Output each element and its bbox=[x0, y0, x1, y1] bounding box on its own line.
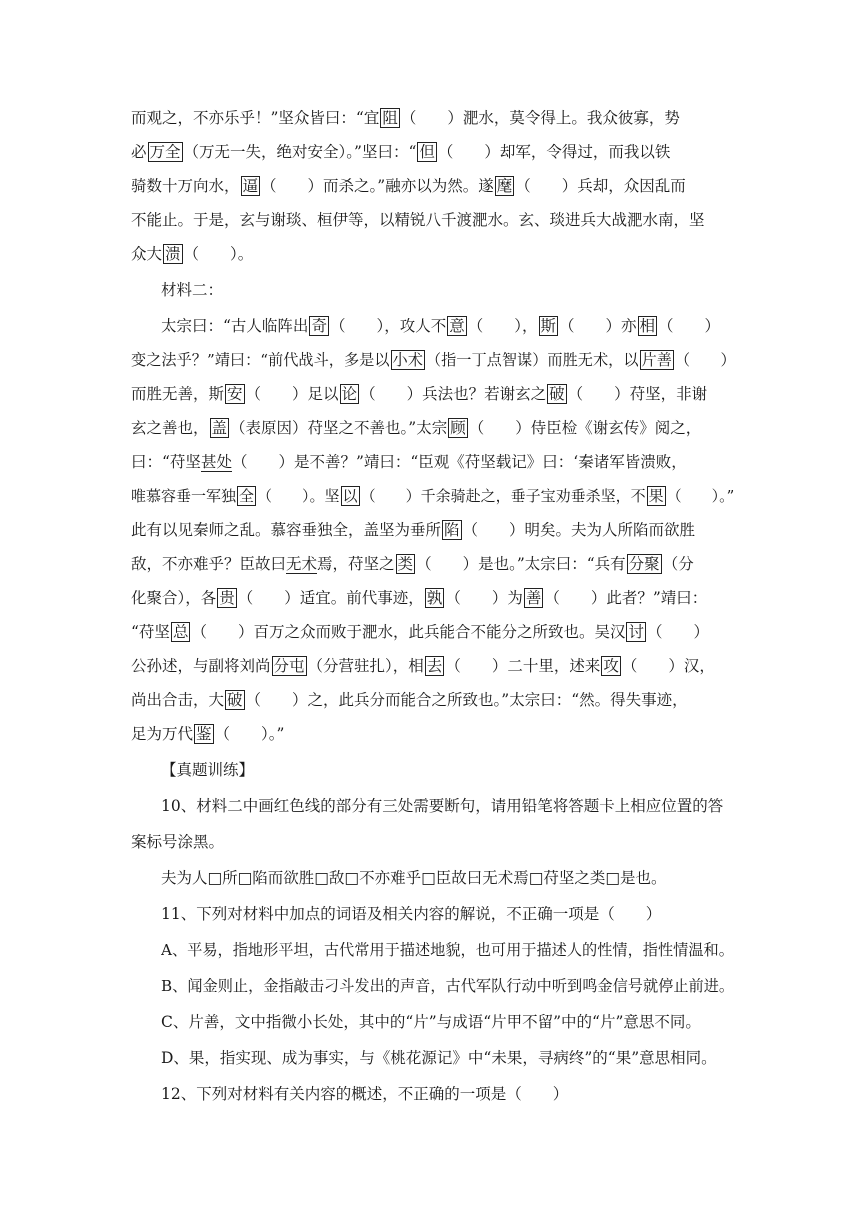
text-segment: （ ）亦 bbox=[559, 317, 637, 335]
text-line bbox=[161, 940, 737, 960]
text-line bbox=[131, 588, 737, 608]
text-line bbox=[131, 520, 737, 540]
text-segment: （ ）而杀之。”融亦以为然。遂 bbox=[261, 177, 494, 195]
text-line bbox=[131, 142, 737, 162]
text-segment: 必 bbox=[131, 143, 147, 161]
boxed-word: 阻 bbox=[382, 109, 398, 127]
boxed-word: 溃 bbox=[165, 245, 181, 263]
text-segment: （ ）是不善？”靖曰：“臣观《苻坚载记》曰：‘秦诸军皆溃败， bbox=[231, 453, 687, 471]
boxed-word: 以 bbox=[342, 487, 358, 505]
boxed-word: 万全 bbox=[149, 143, 181, 161]
text-segment: （ ）此者？”靖曰： bbox=[544, 589, 708, 607]
text-segment: （ ）。坚 bbox=[257, 487, 340, 505]
text-segment: （ ）。” bbox=[666, 487, 735, 505]
text-segment: 骑数十万向水， bbox=[131, 177, 240, 195]
text-segment: （ ） bbox=[646, 623, 709, 641]
text-segment: （ ）。 bbox=[183, 245, 254, 263]
boxed-word: 分聚 bbox=[628, 555, 660, 573]
text-segment: A、平易，指地形平坦，古代常用于描述地貌，也可用于描述人的性情，指性情温和。 bbox=[161, 941, 734, 959]
text-segment: 敌，不亦难乎？臣故曰 bbox=[131, 555, 287, 573]
text-segment: 不能止。于是，玄与谢琰、桓伊等，以精锐八千渡淝水。玄、琰进兵大战淝水南，坚 bbox=[131, 211, 705, 229]
boxed-word: 去 bbox=[426, 657, 443, 675]
text-segment: 【真题训练】 bbox=[161, 761, 255, 779]
boxed-word: 果 bbox=[648, 487, 664, 505]
text-segment: 而观之，不亦乐乎！”坚众皆曰：“宜 bbox=[131, 109, 380, 127]
text-line bbox=[131, 384, 737, 404]
boxed-word: 小术 bbox=[392, 351, 423, 369]
text-segment: B、闻金则止，金指敲击刁斗发出的声音，古代军队行动中听到鸣金信号就停止前进。 bbox=[161, 977, 735, 995]
text-line bbox=[131, 656, 737, 676]
text-segment: （ ）适宜。前代事迹， bbox=[237, 589, 424, 607]
text-segment: 太宗曰：“古人临阵出 bbox=[161, 317, 309, 335]
text-segment: （ ）汉， bbox=[621, 657, 715, 675]
boxed-word: 鉴 bbox=[196, 725, 212, 743]
boxed-word: 盖 bbox=[211, 419, 228, 437]
boxed-word: 论 bbox=[341, 385, 358, 403]
boxed-word: 善 bbox=[525, 589, 542, 607]
boxed-word: 全 bbox=[239, 487, 255, 505]
text-segment: （ ）明矣。夫为人所陷而欲胜 bbox=[462, 521, 696, 539]
text-segment: 此有以见秦师之乱。慕容垂独全，盖坚为垂所 bbox=[131, 521, 442, 539]
text-segment: 曰：“苻坚 bbox=[131, 453, 201, 471]
text-line bbox=[161, 868, 737, 888]
text-segment: 焉，苻坚之 bbox=[317, 555, 395, 573]
text-segment: （万无一失，绝对安全）。”坚曰：“ bbox=[183, 143, 417, 161]
text-segment: （指一丁点智谋）而胜无术，以 bbox=[425, 351, 639, 369]
text-segment: 12、下列对材料有关内容的概述，不正确的一项是（ ） bbox=[161, 1085, 569, 1103]
text-segment: （ ）， bbox=[467, 317, 538, 335]
text-segment: （ ）二十里，述来 bbox=[445, 657, 601, 675]
text-line bbox=[161, 1084, 737, 1104]
text-segment: （ ）之，此兵分而能合之所致也。”太宗曰：“然。得失事迹， bbox=[245, 691, 688, 709]
text-segment: （ ）是也。”太宗曰：“兵有 bbox=[416, 555, 626, 573]
text-segment: （ ）足以 bbox=[245, 385, 339, 403]
text-line bbox=[131, 622, 737, 642]
text-line bbox=[131, 176, 737, 196]
boxed-word: 顾 bbox=[450, 419, 466, 437]
text-segment: （ ） bbox=[658, 317, 721, 335]
text-line bbox=[161, 1048, 737, 1068]
boxed-word: 贵 bbox=[219, 589, 235, 607]
text-segment: C、片善，文中指微小长处，其中的“片”与成语“片甲不留”中的“片”意思不同。 bbox=[161, 1013, 701, 1031]
boxed-word: 斯 bbox=[540, 317, 557, 335]
text-segment: （表原因）苻坚之不善也。”太宗 bbox=[230, 419, 448, 437]
boxed-word: 破 bbox=[549, 385, 565, 403]
text-segment: （ ）为 bbox=[445, 589, 523, 607]
text-segment: （ ）。” bbox=[214, 725, 285, 743]
text-segment: （ ）侍臣检《谢玄传》阅之， bbox=[468, 419, 702, 437]
text-segment: 夫为人□所□陷而欲胜□敌□不亦难乎□臣故曰无术焉□苻坚之类□是也。 bbox=[161, 869, 667, 887]
text-line bbox=[161, 796, 737, 816]
text-segment: （ ），攻人不 bbox=[329, 317, 447, 335]
boxed-word: 但 bbox=[419, 143, 435, 161]
boxed-word: 麾 bbox=[496, 177, 513, 195]
text-segment: “苻坚 bbox=[131, 623, 170, 641]
boxed-word: 意 bbox=[449, 317, 465, 335]
boxed-word: 分屯 bbox=[273, 657, 305, 675]
text-segment: （ ）兵却，众因乱而 bbox=[515, 177, 686, 195]
text-segment: 足为万代 bbox=[131, 725, 194, 743]
text-segment: （ ） bbox=[674, 351, 736, 369]
text-line bbox=[131, 832, 737, 852]
text-line bbox=[131, 418, 737, 438]
text-segment: （ ）苻坚，非谢 bbox=[567, 385, 708, 403]
text-segment: 而胜无善，斯 bbox=[131, 385, 225, 403]
text-segment: （分 bbox=[662, 555, 694, 573]
boxed-word: 奇 bbox=[311, 317, 327, 335]
text-line bbox=[131, 244, 737, 264]
boxed-word: 破 bbox=[227, 691, 243, 709]
text-line bbox=[131, 486, 737, 506]
boxed-word: 讨 bbox=[628, 623, 644, 641]
boxed-word: 总 bbox=[172, 623, 189, 641]
text-line bbox=[161, 760, 737, 780]
text-line bbox=[131, 724, 737, 744]
text-line bbox=[161, 316, 737, 336]
boxed-word: 安 bbox=[227, 385, 243, 403]
text-line bbox=[131, 452, 737, 472]
text-segment: 材料二： bbox=[161, 281, 224, 299]
boxed-word: 片善 bbox=[641, 351, 672, 369]
boxed-word: 相 bbox=[639, 317, 656, 335]
text-segment: D、果，指实现、成为事实，与《桃花源记》中“未果，寻病终”的“果”意思相同。 bbox=[161, 1049, 717, 1067]
boxed-word: 攻 bbox=[603, 657, 619, 675]
text-line bbox=[131, 210, 737, 230]
text-segment: （分营驻扎），相 bbox=[307, 657, 424, 675]
text-segment: 玄之善也， bbox=[131, 419, 209, 437]
text-segment: （ ）兵法也？若谢玄之 bbox=[360, 385, 547, 403]
text-segment: 10、材料二中画红色线的部分有三处需要断句，请用铅笔将答题卡上相应位置的答 bbox=[161, 797, 724, 815]
text-segment: 化聚合），各 bbox=[131, 589, 217, 607]
text-line bbox=[161, 976, 737, 996]
text-segment: 唯慕容垂一军独 bbox=[131, 487, 237, 505]
text-segment: （ ）千余骑赴之，垂子宝劝垂杀坚，不 bbox=[360, 487, 646, 505]
text-line bbox=[161, 1012, 737, 1032]
text-line bbox=[161, 280, 737, 300]
text-line bbox=[161, 904, 737, 924]
text-line bbox=[131, 690, 737, 710]
text-segment: 公孙述，与副将刘尚 bbox=[131, 657, 271, 675]
text-segment: 众大 bbox=[131, 245, 163, 263]
text-segment: 变之法乎？”靖曰：“前代战斗，多是以 bbox=[131, 351, 390, 369]
text-segment: （ ）却军，令得过，而我以铁 bbox=[437, 143, 671, 161]
text-segment: 案标号涂黑。 bbox=[131, 833, 225, 851]
underlined-word: 甚处 bbox=[200, 453, 232, 471]
boxed-word: 陷 bbox=[444, 521, 460, 539]
underlined-word: 无术 bbox=[286, 555, 318, 573]
text-line bbox=[131, 554, 737, 574]
boxed-word: 类 bbox=[397, 555, 414, 573]
text-segment: （ ）淝水，莫令得上。我众彼寡，势 bbox=[400, 109, 680, 127]
boxed-word: 孰 bbox=[426, 589, 443, 607]
text-segment: 尚出合击，大 bbox=[131, 691, 225, 709]
text-segment: （ ）百万之众而败于淝水，此兵能合不能分之所致也。吴汉 bbox=[191, 623, 626, 641]
text-line bbox=[131, 350, 737, 370]
text-line bbox=[131, 108, 737, 128]
boxed-word: 逼 bbox=[242, 177, 259, 195]
text-segment: 11、下列对材料中加点的词语及相关内容的解说，不正确一项是（ ） bbox=[161, 905, 662, 923]
